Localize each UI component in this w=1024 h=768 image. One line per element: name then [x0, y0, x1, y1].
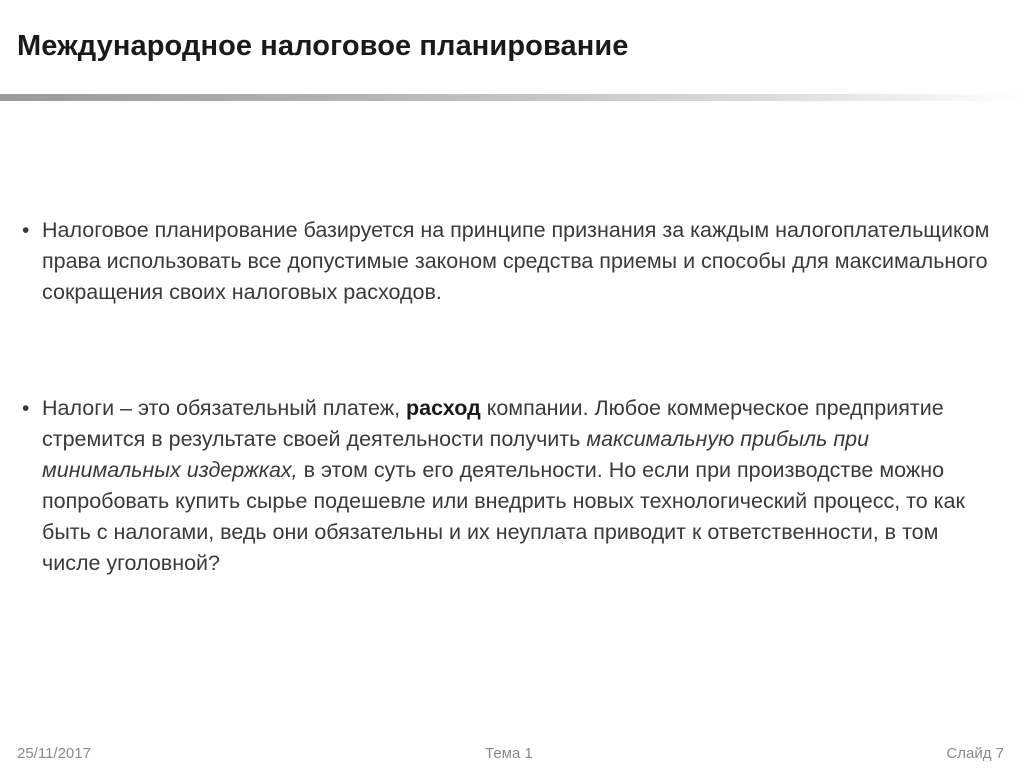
- bullet-bold-term: расход: [406, 396, 481, 420]
- footer-topic: Тема 1: [485, 745, 533, 762]
- bullet-text-part: в этом суть его деятельности. Но если при производстве можно попробовать купить сырье подешевле или внедрить новых технологический процесс, то как быть с налогами, ведь они обязательны и их неуплата приводит к ответственности, в том числе уголовной?: [42, 458, 965, 575]
- bullet-marker: •: [22, 397, 30, 420]
- bullet-text: Налоговое планирование базируется на принципе признания за каждым налогоплательщиком права использовать все допустимые законом средства приемы и способы для максимального сокращения своих налоговых расходов.: [42, 218, 990, 304]
- footer-date: 25/11/2017: [17, 745, 91, 762]
- footer-slide-number: Слайд 7: [946, 745, 1004, 762]
- slide-title: Международное налоговое планирование: [17, 30, 629, 62]
- title-divider: [0, 94, 1024, 101]
- bullet-text: [42, 393, 997, 579]
- bullet-marker: •: [22, 219, 30, 242]
- bullet-italic-phrase: максимальную прибыль при минимальных издержках,: [42, 427, 870, 482]
- bullet-text-part: компании. Любое коммерческое предприятие стремится в результате своей деятельности получить: [42, 396, 944, 451]
- bullet-text-part: Налоги – это обязательный платеж,: [42, 396, 407, 420]
- bullet-item-tax-planning: [22, 215, 997, 308]
- bullet-item-taxes-expense: [22, 393, 997, 579]
